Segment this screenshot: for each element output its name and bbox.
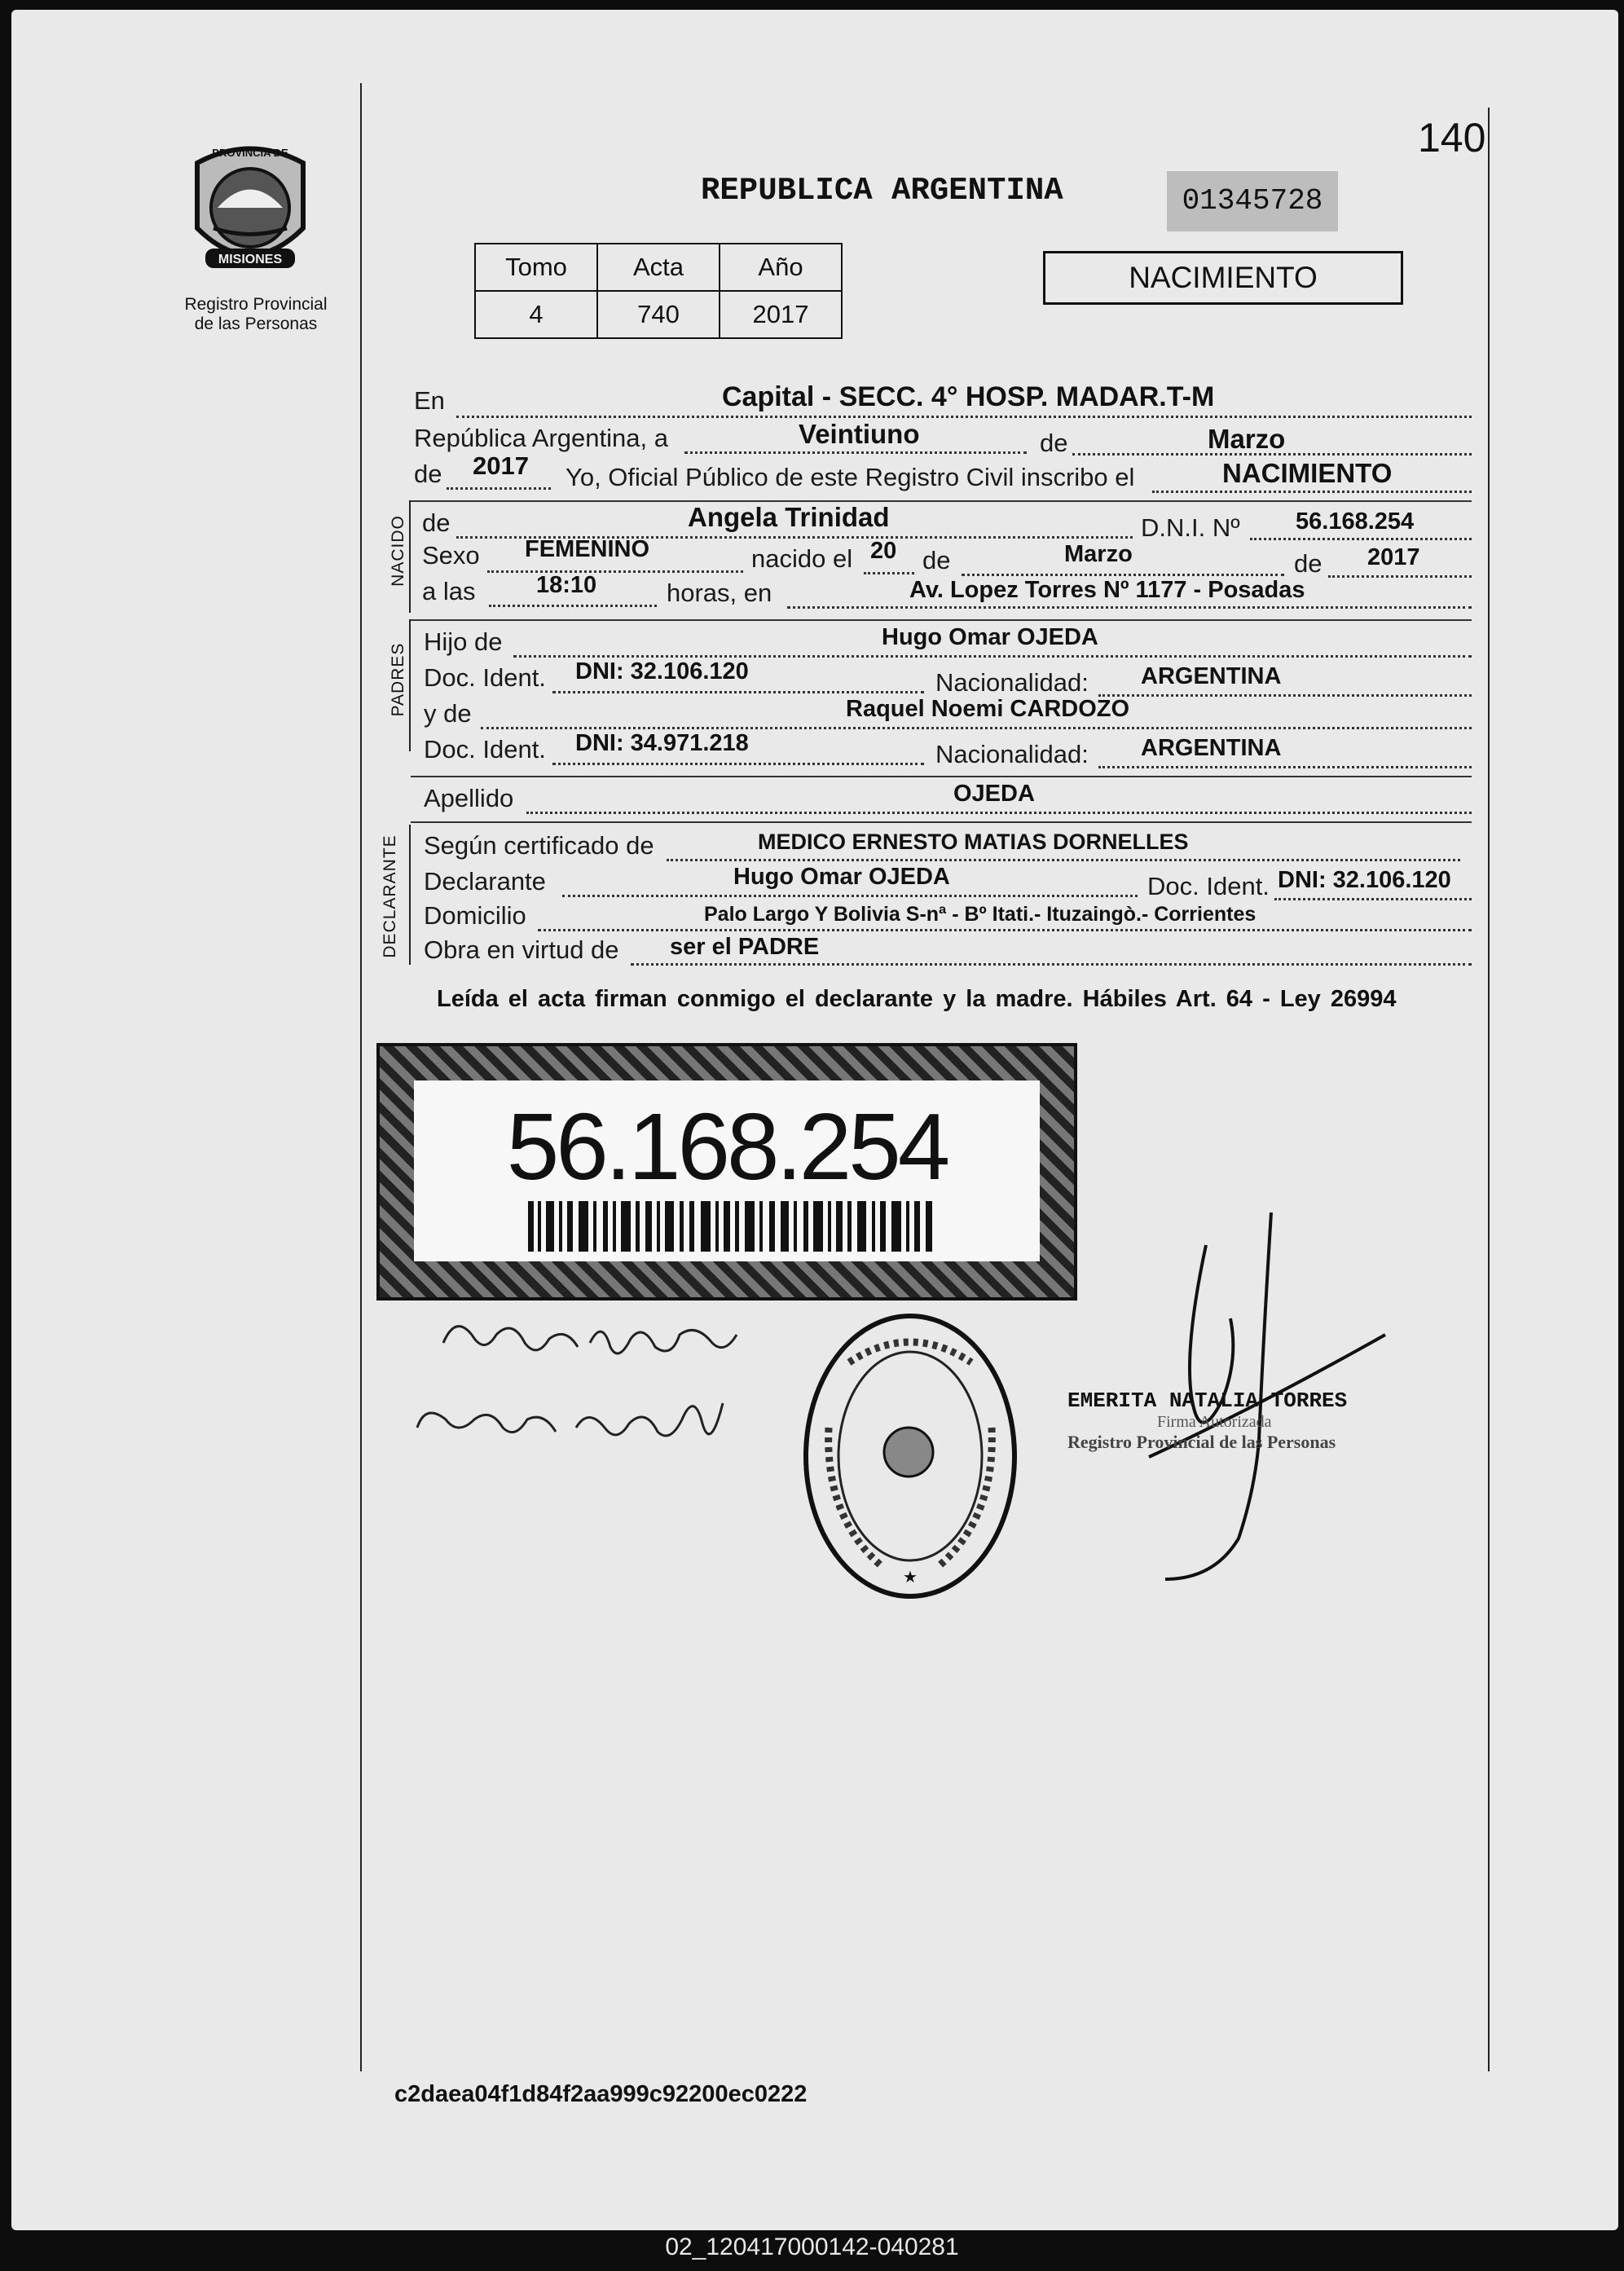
label-de-mes: de bbox=[1040, 429, 1068, 457]
value-nac-dia: 20 bbox=[870, 538, 897, 564]
official-name: EMERITA NATALIA TORRES bbox=[1067, 1389, 1348, 1413]
label-domicilio: Domicilio bbox=[424, 901, 526, 930]
label-obra-en-virtud: Obra en virtud de bbox=[424, 935, 619, 964]
value-domicilio-declarante: Palo Largo Y Bolivia S-nª - Bº Itati.- Ituzaingò.- Corrientes bbox=[704, 903, 1257, 926]
label-nacido-el: nacido el bbox=[751, 544, 853, 573]
document-page bbox=[11, 10, 1618, 2230]
svg-text:MISIONES: MISIONES bbox=[218, 253, 283, 266]
book-header-anio: Año bbox=[720, 244, 842, 291]
label-segun-certificado: Según certificado de bbox=[424, 831, 654, 860]
label-dni: D.N.I. Nº bbox=[1141, 513, 1240, 542]
label-en: En bbox=[414, 386, 445, 415]
value-dia-letras: Veintiuno bbox=[799, 419, 920, 449]
value-lugar: Capital - SECC. 4° HOSP. MADAR.T-M bbox=[722, 381, 1215, 412]
book-header-tomo: Tomo bbox=[475, 244, 597, 291]
left-margin-line bbox=[360, 83, 362, 2071]
official-block bbox=[1067, 1389, 1410, 1453]
book-value-tomo: 4 bbox=[475, 291, 597, 338]
label-declarante: Declarante bbox=[424, 867, 546, 896]
province-coat-of-arms bbox=[181, 139, 319, 293]
svg-text:★: ★ bbox=[903, 1569, 918, 1587]
value-declarante: Hugo Omar OJEDA bbox=[733, 864, 950, 890]
label-madre-doc: Doc. Ident. bbox=[424, 735, 546, 764]
value-mes: Marzo bbox=[1208, 424, 1286, 454]
agency-name bbox=[158, 295, 354, 334]
book-value-anio: 2017 bbox=[720, 291, 842, 338]
label-hijo-de: Hijo de bbox=[424, 627, 503, 656]
value-hora: 18:10 bbox=[536, 572, 597, 598]
book-table bbox=[474, 243, 843, 339]
value-nac-mes: Marzo bbox=[1064, 541, 1133, 567]
value-padre-nacionalidad: ARGENTINA bbox=[1141, 663, 1282, 689]
label-sexo: Sexo bbox=[422, 541, 480, 570]
value-dni: 56.168.254 bbox=[1296, 508, 1415, 535]
official-stamp bbox=[792, 1305, 1028, 1607]
document-hash: c2daea04f1d84f2aa999c92200ec0222 bbox=[394, 2081, 808, 2107]
label-a-las: a las bbox=[422, 577, 476, 605]
label-padre-nacionalidad: Nacionalidad: bbox=[935, 668, 1089, 697]
value-obra: ser el PADRE bbox=[670, 934, 820, 960]
value-nombre: Angela Trinidad bbox=[688, 502, 890, 532]
scan-code: 02_120417000142-040281 bbox=[665, 2234, 959, 2260]
value-tipo: NACIMIENTO bbox=[1222, 458, 1393, 488]
value-domicilio-nac: Av. Lopez Torres Nº 1177 - Posadas bbox=[909, 577, 1305, 603]
value-madre: Raquel Noemi CARDOZO bbox=[846, 696, 1130, 722]
label-de-anio: de bbox=[414, 460, 442, 488]
value-sexo: FEMENINO bbox=[525, 536, 650, 562]
barcode-number: 56.168.254 bbox=[506, 1094, 948, 1199]
value-apellido: OJEDA bbox=[953, 781, 1035, 807]
right-margin-line bbox=[1488, 108, 1490, 2071]
value-madre-doc: DNI: 34.971.218 bbox=[575, 730, 749, 756]
serial-number: 01345728 bbox=[1167, 171, 1338, 231]
label-apellido: Apellido bbox=[424, 784, 514, 812]
label-de-nac-mes: de bbox=[922, 546, 951, 574]
label-yo-oficial: Yo, Oficial Público de este Registro Civil inscribo el bbox=[566, 463, 1135, 491]
value-anio: 2017 bbox=[473, 451, 529, 480]
value-padre: Hugo Omar OJEDA bbox=[882, 624, 1098, 650]
barcode bbox=[528, 1201, 935, 1252]
label-de-nombre: de bbox=[422, 508, 451, 537]
label-padre-doc: Doc. Ident. bbox=[424, 663, 546, 692]
country-title: REPUBLICA ARGENTINA bbox=[701, 173, 1063, 209]
book-value-acta: 740 bbox=[597, 291, 720, 338]
agency-line-2: de las Personas bbox=[194, 315, 318, 333]
official-title: Firma Autorizada bbox=[1157, 1413, 1272, 1431]
value-nac-anio: 2017 bbox=[1367, 544, 1420, 570]
document-type-box: NACIMIENTO bbox=[1043, 251, 1403, 305]
closing-text: Leída el acta firman conmigo el declarante y la madre. Hábiles Art. 64 - Ley 26994 bbox=[437, 986, 1397, 1012]
signature-cardozo-raquel bbox=[409, 1387, 735, 1460]
dni-barcode-label bbox=[376, 1043, 1077, 1301]
official-agency: Registro Provincial de las Personas bbox=[1067, 1432, 1336, 1452]
value-madre-nacionalidad: ARGENTINA bbox=[1141, 735, 1282, 761]
label-de-nac-anio: de bbox=[1294, 549, 1323, 578]
label-declarante-doc: Doc. Ident. bbox=[1147, 872, 1270, 900]
value-declarante-doc: DNI: 32.106.120 bbox=[1278, 867, 1451, 893]
label-republica: República Argentina, a bbox=[414, 424, 668, 452]
section-label-padres: PADRES bbox=[389, 642, 407, 717]
book-header-acta: Acta bbox=[597, 244, 720, 291]
section-label-declarante: DECLARANTE bbox=[381, 834, 399, 958]
section-label-nacido: NACIDO bbox=[389, 515, 407, 587]
label-y-de: y de bbox=[424, 699, 472, 728]
page-number: 140 bbox=[1418, 115, 1486, 161]
svg-text:PROVINCIA DE: PROVINCIA DE bbox=[212, 147, 288, 159]
agency-line-1: Registro Provincial bbox=[184, 295, 328, 314]
value-padre-doc: DNI: 32.106.120 bbox=[575, 658, 749, 684]
label-madre-nacionalidad: Nacionalidad: bbox=[935, 740, 1089, 768]
label-horas-en: horas, en bbox=[667, 579, 772, 607]
value-certificado: MEDICO ERNESTO MATIAS DORNELLES bbox=[758, 830, 1189, 854]
signature-ojeda-hugo bbox=[435, 1310, 745, 1375]
